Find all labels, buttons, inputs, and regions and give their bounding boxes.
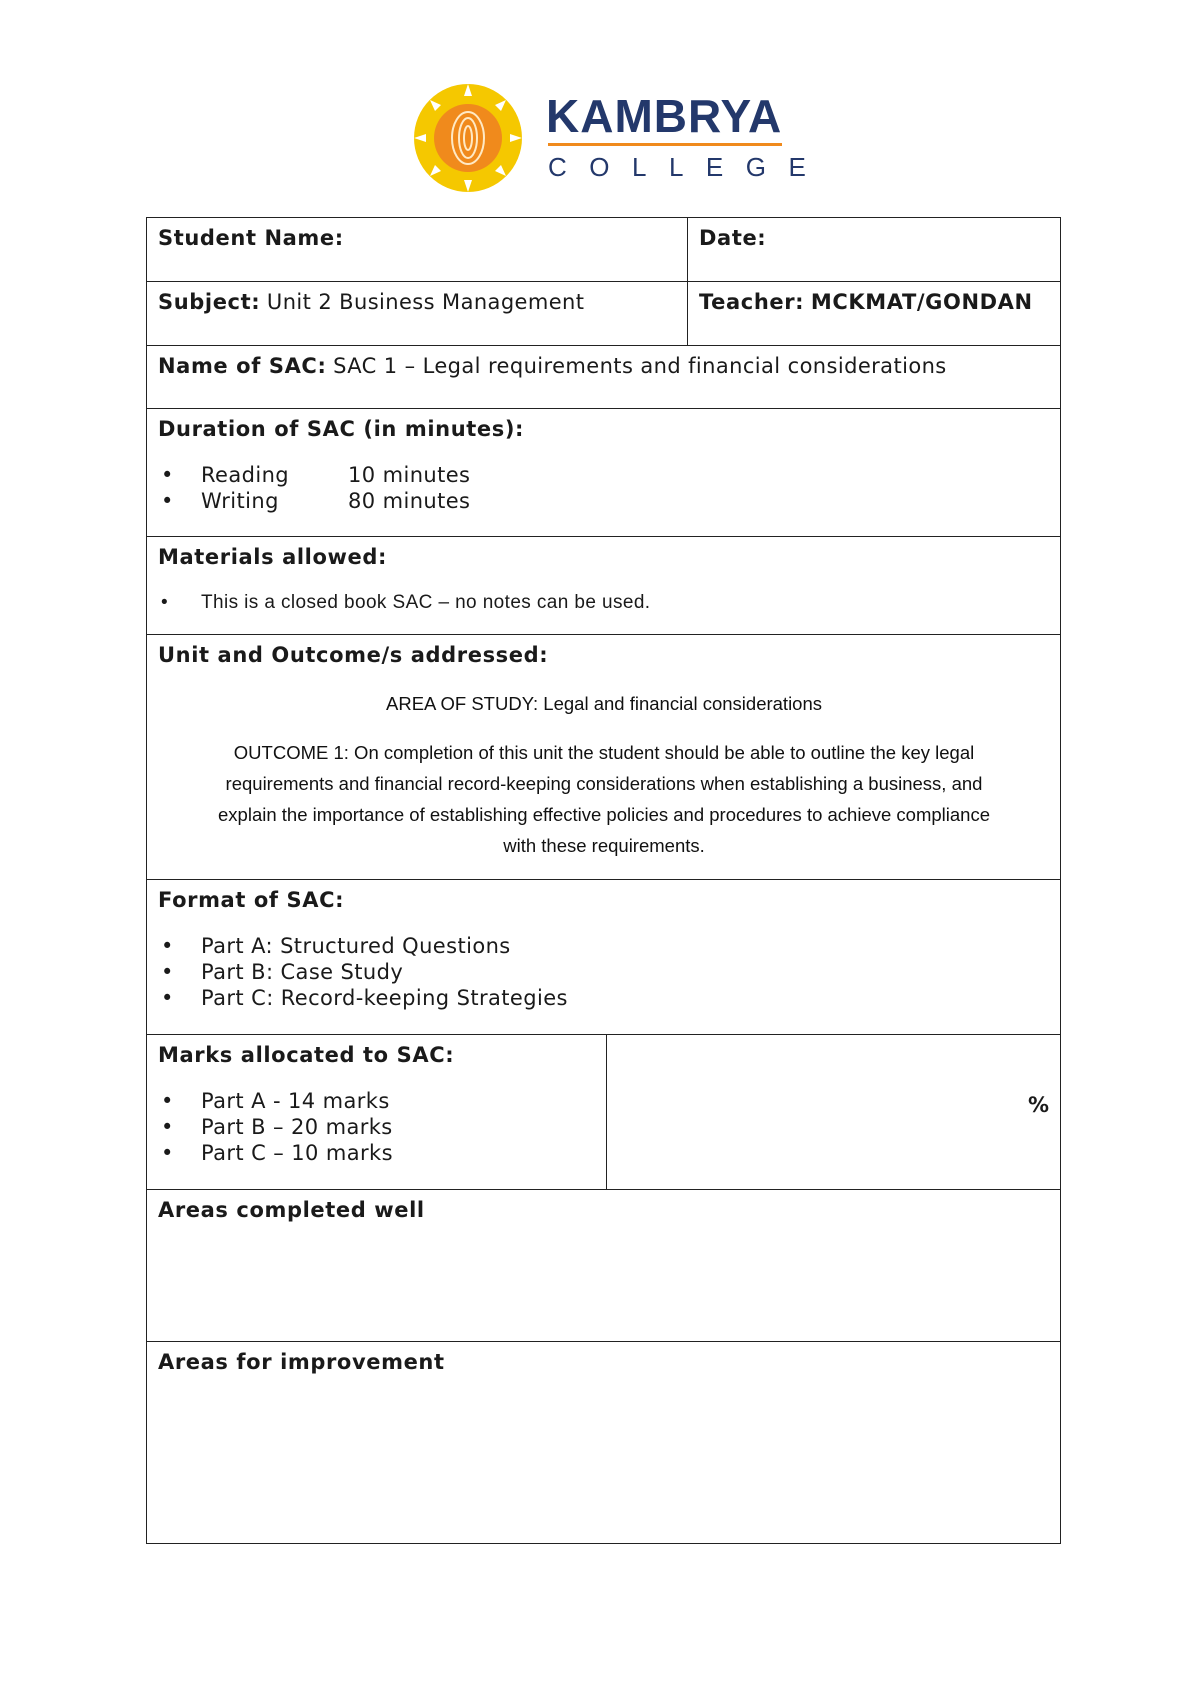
date-label: Date: (699, 226, 767, 250)
format-list (158, 933, 1050, 1011)
logo-subtitle: COLLEGE (548, 152, 829, 182)
subject-cell (147, 282, 688, 346)
duration-label: Duration of SAC (in minutes): (158, 417, 525, 441)
duration-cell (147, 409, 1061, 537)
college-logo (412, 82, 829, 194)
format-label: Format of SAC: (158, 888, 345, 912)
sac-name-cell (147, 346, 1061, 409)
percent-symbol: % (1027, 1093, 1050, 1117)
row-format (147, 880, 1061, 1035)
list-item: • Part C – 10 marks (201, 1140, 596, 1166)
marks-list (158, 1088, 596, 1166)
sac-cover-form (146, 217, 1061, 1544)
format-cell (147, 880, 1061, 1035)
row-duration (147, 409, 1061, 537)
marks-cell (147, 1035, 607, 1190)
list-item: • Part A: Structured Questions (201, 933, 1050, 959)
student-name-label: Student Name: (158, 226, 344, 250)
areas-improve-field[interactable] (147, 1342, 1061, 1544)
materials-list (158, 590, 1050, 616)
subject-value: Unit 2 Business Management (266, 290, 585, 314)
teacher-label: Teacher: (699, 290, 805, 314)
sun-logo-icon (412, 82, 829, 194)
list-item: • Part B: Case Study (201, 959, 1050, 985)
areas-well-field[interactable] (147, 1190, 1061, 1342)
logo-wordmark: KAMBRYA (546, 90, 783, 142)
sun-core-icon (434, 104, 502, 172)
row-marks (147, 1035, 1061, 1190)
outcomes-label: Unit and Outcome/s addressed: (158, 643, 549, 667)
materials-cell (147, 537, 1061, 635)
list-item: • Part A - 14 marks (201, 1088, 596, 1114)
date-field[interactable] (688, 218, 1061, 282)
row-subject-teacher (147, 282, 1061, 346)
teacher-cell (688, 282, 1061, 346)
list-item: • Part B – 20 marks (201, 1114, 596, 1140)
row-sac-name (147, 346, 1061, 409)
outcomes-cell (147, 635, 1061, 880)
area-of-study: AREA OF STUDY: Legal and financial considerations (386, 693, 823, 714)
outcome-description: OUTCOME 1: On completion of this unit the student should be able to outline the key legal requirements and financial record-keeping considerations when establishing a business, and explain the importance of establishing effective policies and procedures to achieve compliance with these requirements. (218, 742, 990, 856)
score-field[interactable] (607, 1035, 1061, 1190)
duration-list (158, 462, 1050, 514)
marks-label: Marks allocated to SAC: (158, 1043, 455, 1067)
list-item: • Writing 80 minutes (201, 488, 1050, 514)
row-outcomes (147, 635, 1061, 880)
subject-label: Subject: (158, 290, 261, 314)
sac-name-label: Name of SAC: (158, 354, 327, 378)
logo-divider (548, 143, 782, 146)
list-item: • This is a closed book SAC – no notes can be used. (201, 590, 1050, 616)
materials-label: Materials allowed: (158, 545, 387, 569)
teacher-value: MCKMAT/GONDAN (810, 290, 1033, 314)
sac-name-value: SAC 1 – Legal requirements and financial considerations (333, 354, 947, 378)
row-materials (147, 537, 1061, 635)
row-areas-well (147, 1190, 1061, 1342)
row-areas-improve (147, 1342, 1061, 1544)
areas-improve-label: Areas for improvement (158, 1350, 445, 1374)
list-item: • Part C: Record-keeping Strategies (201, 985, 1050, 1011)
list-item: • Reading 10 minutes (201, 462, 1050, 488)
row-student-date (147, 218, 1061, 282)
areas-well-label: Areas completed well (158, 1198, 425, 1222)
student-name-field[interactable] (147, 218, 688, 282)
